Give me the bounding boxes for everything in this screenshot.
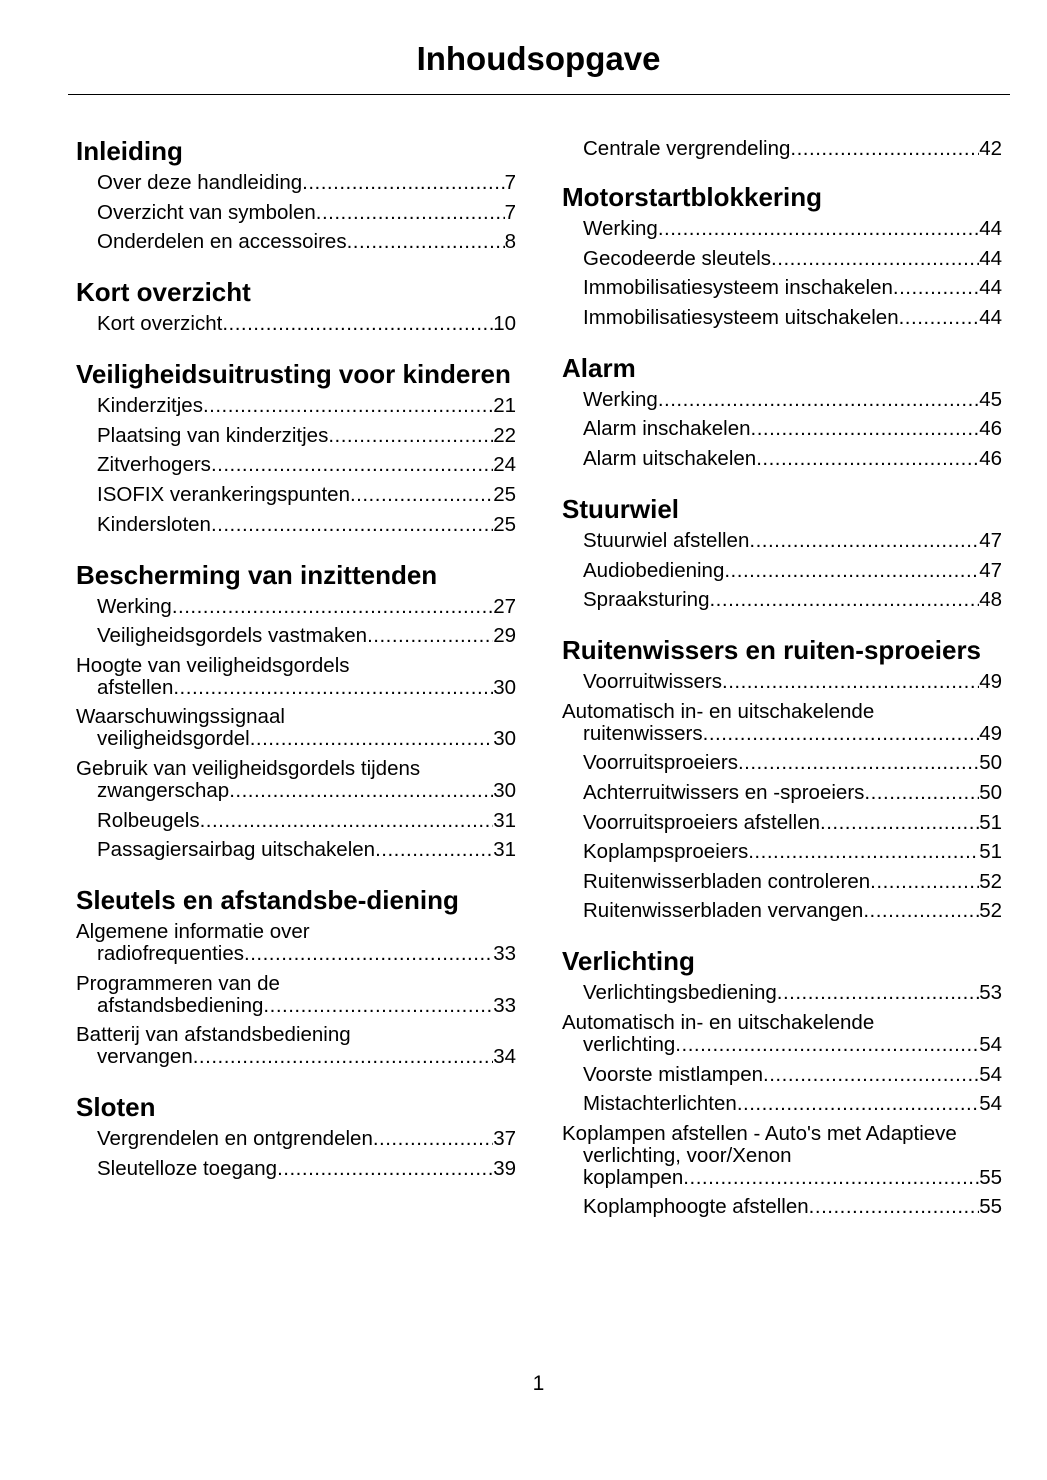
toc-page-number: 51 [979,810,1002,834]
toc-entry[interactable] [76,172,516,194]
toc-entry-text: Ruitenwisserbladen vervangen [583,899,864,923]
section-title[interactable]: Ruitenwissers en ruiten-sproeiers [562,635,982,666]
dot-leader [172,596,493,618]
toc-page-number: 44 [979,217,1002,240]
toc-entry[interactable] [562,560,1002,582]
dot-leader [724,560,979,582]
toc-entry-line [97,943,516,965]
toc-page-number: 44 [979,276,1002,300]
toc-entry-text: Stuurwiel afstellen [583,528,750,552]
toc-page-number: 52 [979,869,1002,893]
toc-page-number: 55 [979,1195,1002,1219]
toc-entry-line [583,752,1002,774]
toc-entry-line [97,484,516,506]
toc-entry-text: Voorruitsproeiers afstellen [583,810,821,834]
toc-entry-text: Koplampsproeiers [583,840,749,864]
toc-entry-text: Voorruitwissers [583,670,722,694]
toc-page-number: 44 [979,246,1002,270]
toc-page-number: 31 [493,838,516,862]
toc-entry-text: Werking [97,594,172,618]
toc-entry-line [97,780,516,802]
toc-page-number: 37 [493,1127,516,1151]
toc-entry-line [97,202,516,224]
toc-entry-line [583,138,1002,160]
toc-entry-line [583,277,1002,299]
dot-leader [173,677,493,699]
dot-leader [870,871,979,893]
toc-entry[interactable] [562,1064,1002,1086]
toc-entry-line [583,812,1002,834]
toc-page-number: 34 [493,1045,516,1069]
dot-leader [675,1034,979,1056]
toc-section [76,361,516,535]
toc-entry[interactable] [76,973,516,1017]
toc-page-number: 50 [979,780,1002,804]
toc-entry-line [97,172,516,194]
toc-entry[interactable] [76,231,516,253]
toc-entry-lead: Batterij van afstandsbediening [76,1023,351,1047]
toc-entry-text: Ruitenwisserbladen controleren [583,869,871,893]
toc-entry-text: Audiobediening [583,558,725,582]
toc-page-number: 33 [493,942,516,966]
dot-leader [763,1064,979,1086]
toc-page-number: 25 [493,512,516,536]
section-title[interactable]: Inleiding [76,136,183,166]
toc-entry[interactable] [562,248,1002,270]
toc-section [562,493,1002,612]
toc-page-number: 49 [979,721,1002,745]
toc-entry-line [583,871,1002,893]
toc-page-number: 42 [979,137,1002,160]
toc-page-number: 48 [979,588,1002,612]
toc-entry-line [97,728,516,750]
section-title[interactable]: Veiligheidsuitrusting voor kinderen [76,359,511,390]
dot-leader [809,1196,980,1218]
toc-entry[interactable] [76,655,516,699]
dot-leader [375,839,493,861]
toc-entry-line [97,677,516,699]
toc-entry[interactable] [562,701,1002,745]
toc-entry-line [97,1128,516,1150]
toc-entry-text: Voorste mistlampen [583,1062,764,1086]
dot-leader [350,484,493,506]
toc-page-number: 54 [979,1062,1002,1086]
toc-entry-line [583,530,1002,552]
toc-entry[interactable] [76,514,516,536]
toc-page-number: 8 [504,230,516,254]
toc-entry-text: veiligheidsgordel [97,727,250,751]
toc-entry-line [583,307,1002,329]
dot-leader [211,514,493,536]
toc-entry-line [583,782,1002,804]
toc-entry-lead: Gebruik van veiligheidsgordels tijdens [76,756,421,780]
toc-entry-line [583,389,1002,411]
toc-entry-text: Plaatsing van kinderzitjes [97,423,329,447]
toc-entry-text: Veiligheidsgordels vastmaken [97,624,368,648]
dot-leader [244,943,493,965]
toc-entry-line [583,1064,1002,1086]
toc-entry-lead: Algemene informatie over [76,920,310,944]
toc-page-number: 53 [979,981,1002,1005]
toc-entry-text: Spraaksturing [583,588,710,612]
toc-entry[interactable] [76,395,516,417]
toc-page-number: 45 [979,387,1002,411]
toc-section [562,184,1002,329]
toc-entry-line [97,810,516,832]
toc-entry[interactable] [76,313,516,335]
toc-entry-line [97,454,516,476]
dot-leader [203,395,493,417]
toc-page-number: 46 [979,446,1002,470]
toc-page-number: 7 [504,200,516,224]
toc-entry[interactable] [562,671,1002,693]
toc-entry-lead: Waarschuwingssignaal [76,705,285,729]
toc-page-number: 46 [979,417,1002,441]
toc-entry[interactable] [562,812,1002,834]
toc-page-number: 39 [493,1156,516,1180]
toc-entry[interactable] [562,1012,1002,1056]
toc-section [562,948,1002,1218]
toc-entry-text: Gecodeerde sleutels [583,246,772,270]
toc-entry-text: afstellen [97,675,174,699]
toc-entry-line [97,625,516,647]
toc-page-number: 54 [979,1092,1002,1116]
toc-entry[interactable] [562,448,1002,470]
toc-page-number: 55 [979,1165,1002,1189]
toc-entry-text: Onderdelen en accessoires [97,230,347,254]
toc-section [76,279,516,335]
toc-entry-line [583,248,1002,270]
toc-entry-line [583,218,1002,240]
toc-entry-line [97,231,516,253]
dot-leader [748,841,979,863]
toc-page-number: 31 [493,808,516,832]
toc-page-number: 21 [493,394,516,418]
toc-entry-text: ruitenwissers [583,721,703,745]
toc-entry-line [97,395,516,417]
toc-entry[interactable] [76,1158,516,1180]
dot-leader [893,277,979,299]
dot-leader [193,1046,493,1068]
dot-leader [790,138,979,160]
toc-entry-lead: Programmeren van de [76,971,280,995]
toc-page-number: 30 [493,727,516,751]
dot-leader [820,812,979,834]
toc-entry-text: Kinderzitjes [97,394,203,418]
section-title[interactable]: Sleutels en afstandsbe-diening [76,885,459,916]
toc-page-number: 22 [493,423,516,447]
dot-leader [316,202,505,224]
page-number: 1 [532,1372,545,1395]
dot-leader [250,728,493,750]
toc-entry-text: Mistachterlichten [583,1092,737,1116]
toc-entry-text: koplampen [583,1165,684,1189]
dot-leader [222,313,493,335]
toc-page-number: 29 [493,624,516,648]
toc-page-number: 24 [493,453,516,477]
toc-entry-line [97,995,516,1017]
toc-entry-line [97,514,516,536]
dot-leader [658,218,979,240]
toc-entry[interactable] [562,752,1002,774]
toc-entry-text: Werking [583,217,658,240]
toc-entry-line [583,723,1002,745]
toc-entry-line [97,425,516,447]
dot-leader [864,782,979,804]
dot-leader [683,1167,979,1189]
toc-page-number: 44 [979,305,1002,329]
toc-entry[interactable] [76,921,516,965]
toc-entry-text: Passagiersairbag uitschakelen [97,838,376,862]
toc-entry-lead: Automatisch in- en uitschakelende [562,1010,875,1034]
dot-leader [263,995,493,1017]
toc-entry[interactable] [76,454,516,476]
toc-entry-text: Sleutelloze toegang [97,1156,278,1180]
toc-entry[interactable] [562,307,1002,329]
toc-entry-line [97,839,516,861]
toc-entry-text: afstandsbediening [97,993,264,1017]
toc-entry[interactable] [562,138,1002,160]
toc-section [562,637,1002,922]
toc-section [562,352,1002,470]
toc-entry-text: Alarm uitschakelen [583,446,757,470]
toc-page-number: 51 [979,840,1002,864]
section-title[interactable]: Bescherming van inzittenden [76,559,438,590]
toc-page-number: 47 [979,528,1002,552]
toc-entry[interactable] [562,277,1002,299]
toc-entry-lead: Koplampen afstellen - Auto's met Adaptieve verlichting, voor/Xenon [562,1121,957,1167]
toc-section [76,1094,516,1180]
toc-page-number: 10 [493,312,516,336]
toc-entry-line [97,313,516,335]
continued-entries [562,138,1002,160]
toc-entry[interactable] [76,1024,516,1068]
toc-entry-line [583,841,1002,863]
toc-entry-line [583,1196,1002,1218]
toc-entry-text: Werking [583,387,658,411]
toc-entry[interactable] [562,982,1002,1004]
dot-leader [777,982,979,1004]
toc-entry-text: verlichting [583,1032,676,1056]
toc-page-number: 25 [493,482,516,506]
dot-leader [302,172,504,194]
toc-entry-text: Koplamphoogte afstellen [583,1195,809,1219]
toc-entry-text: Verlichtingsbediening [583,981,777,1005]
toc-entry-text: ISOFIX verankeringspunten [97,482,350,506]
toc-right-column [562,138,1002,1244]
toc-section [76,559,516,862]
toc-entry-line [583,1167,1002,1189]
section-title[interactable]: Motorstartblokkering [562,182,823,212]
toc-page-number: 54 [979,1032,1002,1056]
toc-entry[interactable] [562,589,1002,611]
toc-entry[interactable] [76,758,516,802]
toc-entry[interactable] [76,706,516,750]
dot-leader [703,723,980,745]
toc-entry[interactable] [76,202,516,224]
dot-leader [751,418,980,440]
dot-leader [347,231,505,253]
toc-entry-text: Immobilisatiesysteem inschakelen [583,276,893,300]
toc-entry-line [583,1093,1002,1115]
section-title[interactable]: Stuurwiel [562,493,680,524]
toc-page-number: 30 [493,675,516,699]
dot-leader [738,752,979,774]
dot-leader [277,1158,493,1180]
toc-entry-text: Immobilisatiesysteem uitschakelen [583,305,899,329]
toc-entry[interactable] [76,596,516,618]
toc-entry-text: Alarm inschakelen [583,417,751,441]
toc-section [76,887,516,1068]
dot-leader [229,780,493,802]
toc-entry[interactable] [76,1128,516,1150]
toc-entry[interactable] [562,1093,1002,1115]
dot-leader [373,1128,493,1150]
section-title[interactable]: Kort overzicht [76,277,251,308]
dot-leader [749,530,979,552]
toc-page-number: 30 [493,778,516,802]
toc-entry-line [583,560,1002,582]
toc-entry[interactable] [562,1123,1002,1189]
toc-entry-line [583,418,1002,440]
title-divider [68,94,1010,95]
toc-entry-line [583,671,1002,693]
toc-section [76,138,516,253]
toc-entry-text: zwangerschap [97,778,230,802]
toc-entry-line [97,1158,516,1180]
section-title[interactable]: Verlichting [562,946,695,977]
toc-entry[interactable] [562,389,1002,411]
toc-page-number: 52 [979,899,1002,923]
toc-entry-lead: Hoogte van veiligheidsgordels [76,653,350,677]
dot-leader [200,810,494,832]
toc-entry[interactable] [562,530,1002,552]
toc-entry-text: Vergrendelen en ontgrendelen [97,1127,373,1151]
toc-entry[interactable] [76,839,516,861]
toc-entry-text: Centrale vergrendeling [583,137,791,160]
toc-entry[interactable] [562,782,1002,804]
toc-page-number: 47 [979,558,1002,582]
toc-entry-line [583,589,1002,611]
dot-leader [367,625,493,647]
toc-entry[interactable] [76,810,516,832]
dot-leader [328,425,493,447]
toc-entry-text: Overzicht van symbolen [97,200,316,224]
toc-entry[interactable] [562,218,1002,240]
dot-leader [863,900,979,922]
toc-entry[interactable] [76,484,516,506]
toc-entry-text: Rolbeugels [97,808,200,832]
toc-entry-line [583,448,1002,470]
toc-entry-text: radiofrequenties [97,942,245,966]
toc-entry-line [97,596,516,618]
toc-page-number: 7 [504,171,516,194]
toc-entry-line [97,1046,516,1068]
toc-page-number: 49 [979,670,1002,694]
toc-entry-text: Kort overzicht [97,312,223,336]
toc-left-column [76,138,516,1206]
toc-entry-text: Zitverhogers [97,453,211,477]
toc-entry-line [583,982,1002,1004]
toc-entry[interactable] [76,625,516,647]
toc-entry-lead: Automatisch in- en uitschakelende [562,699,875,723]
toc-entry-line [583,1034,1002,1056]
dot-leader [899,307,980,329]
dot-leader [722,671,979,693]
toc-entry-text: Kindersloten [97,512,211,536]
toc-entry[interactable] [562,1196,1002,1218]
toc-entry[interactable] [562,900,1002,922]
dot-leader [771,248,979,270]
toc-page-number: 33 [493,993,516,1017]
page-title: Inhoudsopgave [416,40,661,77]
toc-entry-text: vervangen [97,1045,193,1069]
dot-leader [658,389,979,411]
toc-entry-text: Achterruitwissers en -sproeiers [583,780,865,804]
toc-entry-text: Voorruitsproeiers [583,751,738,775]
toc-entry-line [583,900,1002,922]
toc-entry[interactable] [562,871,1002,893]
toc-page-number: 27 [493,594,516,618]
toc-page-number: 50 [979,751,1002,775]
dot-leader [737,1093,979,1115]
section-title[interactable]: Sloten [76,1092,156,1123]
dot-leader [756,448,979,470]
toc-entry-text: Over deze handleiding [97,171,303,194]
toc-entry[interactable] [562,418,1002,440]
dot-leader [211,454,493,476]
toc-entry[interactable] [76,425,516,447]
dot-leader [709,589,979,611]
section-title[interactable]: Alarm [562,352,636,383]
toc-entry[interactable] [562,841,1002,863]
